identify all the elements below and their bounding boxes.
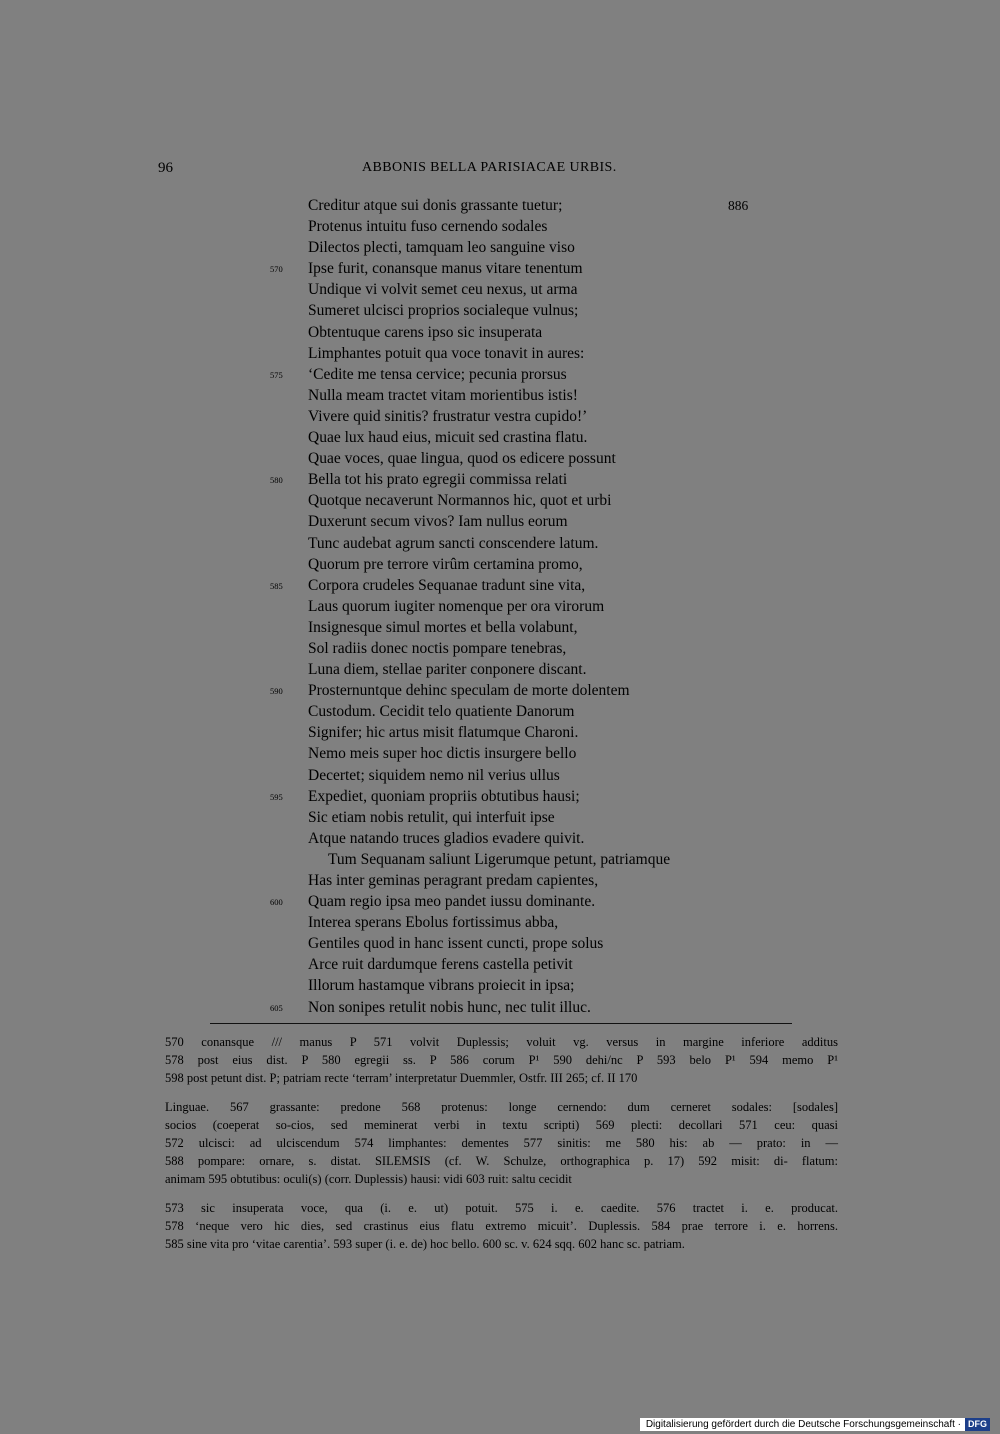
verse-number: 585 xyxy=(270,580,283,591)
verse-line xyxy=(270,912,790,933)
verse-line xyxy=(270,300,790,321)
verse-line xyxy=(270,427,790,448)
verse-text: Dilectos plecti, tamquam leo sanguine viso xyxy=(308,239,575,257)
verse-text: Duxerunt secum vivos? Iam nullus eorum xyxy=(308,513,568,531)
verse-number: 570 xyxy=(270,264,283,275)
verse-text: Atque natando truces gladios evadere quivit. xyxy=(308,829,585,847)
verse-block xyxy=(270,195,790,1018)
verse-text: Insignesque simul mortes et bella volabunt, xyxy=(308,618,578,636)
verse-number: 575 xyxy=(270,369,283,380)
verse-text: Quorum pre terrore virûm certamina promo, xyxy=(308,555,583,573)
verse-line xyxy=(270,575,790,596)
running-title: ABBONIS BELLA PARISIACAE URBIS. xyxy=(362,160,617,175)
verse-line xyxy=(270,638,790,659)
verse-line xyxy=(270,680,790,701)
verse-line xyxy=(270,849,790,870)
credit-text: Digitalisierung gefördert durch die Deutsche Forschungsgemeinschaft · xyxy=(645,1419,961,1430)
verse-line xyxy=(270,385,790,406)
verse-line xyxy=(270,743,790,764)
verse-number: 600 xyxy=(270,897,283,908)
verse-text: Signifer; hic artus misit flatumque Charoni. xyxy=(308,724,579,742)
verse-text: Laus quorum iugiter nomenque per ora virorum xyxy=(308,597,605,615)
dfg-logo: DFG xyxy=(965,1418,990,1431)
verse-text: Tunc audebat agrum sancti conscendere latum. xyxy=(308,534,599,552)
margin-reference: 886 xyxy=(728,198,749,213)
verse-line xyxy=(270,258,790,279)
verse-line xyxy=(270,448,790,469)
critical-apparatus xyxy=(165,1033,838,1088)
verse-text: Corpora crudeles Sequanae tradunt sine vita, xyxy=(308,576,586,594)
verse-line xyxy=(270,195,790,216)
verse-text: Quotque necaverunt Normannos hic, quot et urbi xyxy=(308,492,612,510)
verse-text: Interea sperans Ebolus fortissimus abba, xyxy=(308,914,559,932)
verse-line xyxy=(270,406,790,427)
gloss-apparatus xyxy=(165,1098,838,1189)
verse-line xyxy=(270,554,790,575)
verse-line xyxy=(270,828,790,849)
verse-line xyxy=(270,596,790,617)
verse-text: ‘Cedite me tensa cervice; pecunia prorsus xyxy=(308,365,567,383)
verse-text: Decertet; siquidem nemo nil verius ullus xyxy=(308,766,560,784)
verse-number: 605 xyxy=(270,1002,283,1013)
verse-text: Tum Sequanam saliunt Ligerumque petunt, patriamque xyxy=(328,850,671,868)
footnote-line: 598 post petunt dist. P; patriam recte ‘terram’ interpretatur Duemmler, Ostfr. III 265; cf. II 170 xyxy=(165,1071,638,1086)
note-gap xyxy=(165,1189,838,1199)
footnote-line: 578 post eius dist. P 580 egregii ss. P 586 corum P¹ 590 dehi/nc P 593 belo P¹ 594 memo P¹ xyxy=(165,1053,838,1068)
verse-text: Custodum. Cecidit telo quatiente Danorum xyxy=(308,703,575,721)
verse-line xyxy=(270,997,790,1018)
verse-line xyxy=(270,237,790,258)
note-gap xyxy=(165,1088,838,1098)
verse-text: Arce ruit dardumque ferens castella petivit xyxy=(308,956,573,974)
verse-line xyxy=(270,279,790,300)
verse-line xyxy=(270,933,790,954)
verse-text: Ipse furit, conansque manus vitare tenentum xyxy=(308,260,583,278)
verse-line xyxy=(270,659,790,680)
verse-line xyxy=(270,490,790,511)
verse-text: Protenus intuitu fuso cernendo sodales xyxy=(308,218,548,236)
verse-text: Creditur atque sui donis grassante tuetur; xyxy=(308,197,563,214)
footnote-line: animam 595 obtutibus: oculi(s) (corr. Duplessis) hausi: vidi 603 ruit: saltu cecidit xyxy=(165,1172,572,1187)
verse-line xyxy=(270,975,790,996)
verse-text: Sumeret ulcisci proprios socialeque vulnus; xyxy=(308,302,579,320)
verse-number: 580 xyxy=(270,475,283,486)
verse-line xyxy=(270,870,790,891)
verse-line xyxy=(270,533,790,554)
verse-text: Bella tot his prato egregii commissa relati xyxy=(308,471,568,489)
verse-text: Quae lux haud eius, micuit sed crastina flatu. xyxy=(308,429,588,447)
footnote-line: 572 ulcisci: ad ulciscendum 574 limphantes: dementes 577 sinitis: me 580 his: ab — prato: in — xyxy=(165,1136,838,1151)
verse-line xyxy=(270,617,790,638)
verse-text: Limphantes potuit qua voce tonavit in aures: xyxy=(308,344,585,362)
verse-line xyxy=(270,511,790,532)
verse-line xyxy=(270,216,790,237)
footnote-rule xyxy=(210,1023,792,1024)
verse-text: Vivere quid sinitis? frustratur vestra cupido!’ xyxy=(308,407,588,425)
verse-text: Obtentuque carens ipso sic insuperata xyxy=(308,323,543,341)
footnote-line: 570 conansque /// manus P 571 volvit Duplessis; voluit vg. versus in margine inferiore additus xyxy=(165,1035,838,1049)
page-number: 96 xyxy=(158,160,173,176)
footnote-line: Linguae. 567 grassante: predone 568 protenus: longe cernendo: dum cerneret sodales: [sodales] xyxy=(165,1099,838,1114)
footnote-line: socios (coeperat so-cios, sed meminerat verbi in textu scripti) 569 plecti: decollari 571 ceu: quasi xyxy=(165,1117,838,1132)
verse-line xyxy=(270,364,790,385)
verse-text: Gentiles quod in hanc issent cuncti, prope solus xyxy=(308,935,604,953)
digitization-credit-bar[interactable] xyxy=(640,1418,990,1431)
verse-number: 595 xyxy=(270,791,283,802)
verse-text: Luna diem, stellae pariter conponere discant. xyxy=(308,661,587,679)
verse-line xyxy=(270,891,790,912)
verse-text: Non sonipes retulit nobis hunc, nec tulit illuc. xyxy=(308,998,591,1016)
verse-text: Quam regio ipsa meo pandet iussu dominante. xyxy=(308,893,596,911)
verse-line xyxy=(270,722,790,743)
footnote-line: 573 sic insuperata voce, qua (i. e. ut) potuit. 575 i. e. caedite. 576 tractet i. e. producat. xyxy=(165,1200,838,1215)
footnotes xyxy=(165,1033,838,1253)
verse-line xyxy=(270,786,790,807)
verse-text: Quae voces, quae lingua, quod os edicere possunt xyxy=(308,450,616,468)
verse-line xyxy=(270,807,790,828)
verse-line xyxy=(270,343,790,364)
verse-text: Sic etiam nobis retulit, qui interfuit ipse xyxy=(308,808,555,826)
verse-text: Sol radiis donec noctis pompare tenebras, xyxy=(308,639,567,657)
verse-line xyxy=(270,954,790,975)
commentary-apparatus xyxy=(165,1199,838,1254)
verse-text: Expediet, quoniam propriis obtutibus hausi; xyxy=(308,787,580,805)
verse-text: Undique vi volvit semet ceu nexus, ut arma xyxy=(308,281,578,299)
footnote-line: 585 sine vita pro ‘vitae carentia’. 593 super (i. e. de) hoc bello. 600 sc. v. 624 sqq. 602 hanc sc. patriam. xyxy=(165,1237,685,1252)
verse-text: Nulla meam tractet vitam morientibus istis! xyxy=(308,386,578,404)
verse-line xyxy=(270,701,790,722)
verse-text: Prosternuntque dehinc speculam de morte dolentem xyxy=(308,682,630,700)
verse-text: Has inter geminas peragrant predam capientes, xyxy=(308,872,599,889)
verse-line xyxy=(270,765,790,786)
verse-number: 590 xyxy=(270,686,283,697)
verse-line xyxy=(270,322,790,343)
verse-line xyxy=(270,469,790,490)
verse-text: Nemo meis super hoc dictis insurgere bello xyxy=(308,745,577,763)
verse-text: Illorum hastamque vibrans proiecit in ipsa; xyxy=(308,977,575,995)
footnote-line: 578 ‘neque vero hic dies, sed crastinus eius flatu extremo micuit’. Duplessis. 584 prae terrore i. e. horrens. xyxy=(165,1218,838,1233)
footnote-line: 588 pompare: ornare, s. distat. SILEMSIS (cf. W. Schulze, orthographica p. 17) 592 misit: di- flatum: xyxy=(165,1154,838,1169)
